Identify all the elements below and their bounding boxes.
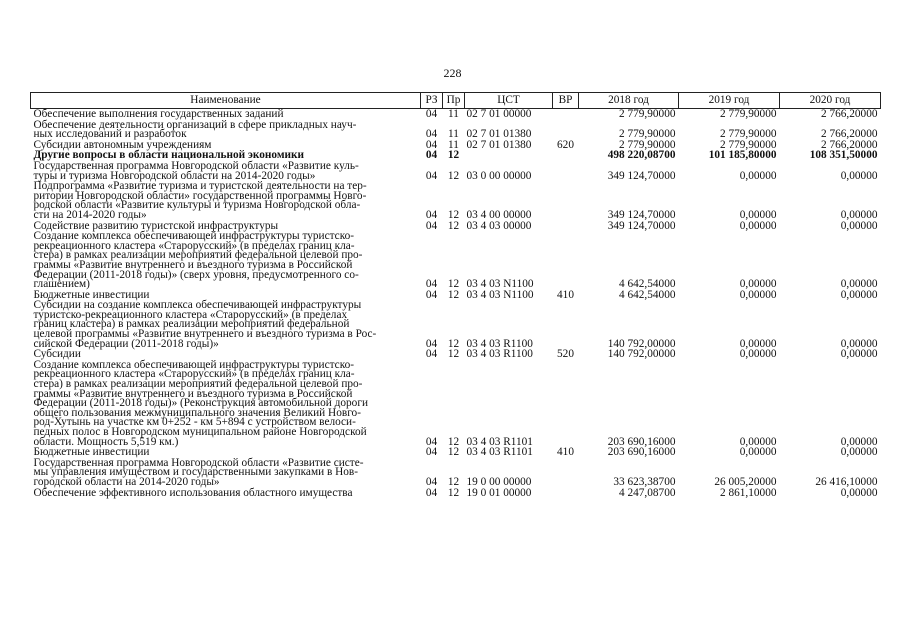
- row-pr: 12: [447, 169, 460, 182]
- row-rz: 04: [425, 108, 438, 120]
- row-value-2019: 2 779,90000: [720, 138, 777, 151]
- row-vr: [553, 221, 579, 232]
- table-row: [31, 181, 881, 220]
- row-value-2020: 2 766,20000: [821, 128, 878, 141]
- row-value-2020: 0,00000: [840, 288, 878, 301]
- row-rz: 04: [425, 208, 438, 221]
- row-value-2018: 140 792,00000: [607, 348, 676, 361]
- row-value-2018: 349 124,70000: [607, 169, 676, 182]
- row-cst: 03 0 00 00000: [466, 169, 532, 182]
- row-value-2020: 0,00000: [840, 337, 878, 350]
- row-value-2019: 0,00000: [739, 446, 777, 459]
- row-cst: [465, 150, 553, 161]
- row-value-2019: 0,00000: [739, 278, 777, 291]
- row-value-2019: 26 005,20000: [714, 475, 777, 488]
- row-value-2019: 101 185,80000: [708, 149, 777, 162]
- row-rz: 04: [425, 475, 438, 488]
- row-name: Субсидии на создание комплекса обеспечивающей инфраструктуры туристско-рекреационного кластера «Старорусский» (в пределах границ кластера) в рамках реализации мероприятий федеральной целевой программы «Развитие внутреннего и въездного туризма в Рос- сийской Федерации (2011-2018 годы)»: [33, 299, 377, 350]
- row-value-2019: 0,00000: [739, 169, 777, 182]
- row-name: Государственная программа Новгородской области «Развитие систе- мы управления имуществом и государственными закупками в Нов- городской области на 2014-2020 годы»: [33, 456, 364, 488]
- header-pr: Пр: [443, 93, 465, 109]
- row-cst: 03 4 03 R1100: [466, 348, 533, 361]
- row-vr: [553, 488, 579, 499]
- row-cst: 03 4 03 N1100: [466, 278, 534, 291]
- row-vr: [553, 181, 579, 220]
- row-cst: 19 0 00 00000: [466, 475, 532, 488]
- row-value-2020: 0,00000: [840, 208, 878, 221]
- row-pr: 12: [447, 348, 460, 361]
- header-2018: 2018 год: [579, 93, 679, 109]
- row-value-2018: 2 779,90000: [619, 108, 676, 120]
- row-value-2020: 2 766,20000: [821, 108, 878, 120]
- row-value-2018: 33 623,38700: [613, 475, 676, 488]
- row-name: Другие вопросы в области национальной экономики: [33, 149, 305, 162]
- row-pr: 11: [448, 138, 459, 151]
- row-rz: 04: [425, 337, 438, 350]
- row-vr: 410: [557, 446, 574, 459]
- row-name: Субсидии: [33, 348, 81, 361]
- header-2019: 2019 год: [679, 93, 780, 109]
- row-value-2020: 0,00000: [840, 348, 878, 361]
- row-rz: 04: [425, 128, 438, 141]
- row-cst: 02 7 01 00000: [466, 108, 532, 120]
- row-value-2020: 2 766,20000: [821, 138, 878, 151]
- row-rz: 04: [425, 169, 438, 182]
- row-value-2020: 0,00000: [840, 169, 878, 182]
- header-vr: ВР: [553, 93, 579, 109]
- row-vr: 410: [557, 288, 574, 301]
- row-name: Содействие развитию туристской инфраструктуры: [33, 219, 279, 232]
- row-vr: [553, 300, 579, 349]
- row-pr: 12: [447, 219, 460, 232]
- table-row: [31, 360, 881, 447]
- row-value-2019: 0,00000: [739, 337, 777, 350]
- row-pr: 12: [447, 288, 460, 301]
- row-value-2018: 2 779,90000: [619, 138, 676, 151]
- row-value-2018: 203 690,16000: [607, 446, 676, 459]
- row-rz: 04: [425, 219, 438, 232]
- row-rz: 04: [425, 149, 438, 162]
- row-value-2020: 26 416,10000: [815, 475, 878, 488]
- row-vr: [553, 150, 579, 161]
- row-value-2018: 4 247,08700: [619, 486, 676, 499]
- row-value-2019: 0,00000: [739, 348, 777, 361]
- row-name: Обеспечение выполнения государственных заданий: [33, 108, 284, 120]
- row-cst: 03 4 00 00000: [466, 208, 532, 221]
- row-rz: 04: [425, 435, 438, 448]
- header-2020: 2020 год: [780, 93, 881, 109]
- row-vr: [553, 161, 579, 181]
- row-value-2018: 349 124,70000: [607, 208, 676, 221]
- row-pr: 12: [447, 149, 460, 162]
- row-value-2020: 0,00000: [840, 446, 878, 459]
- budget-table: [30, 92, 881, 498]
- row-rz: 04: [425, 138, 438, 151]
- row-value-2018: 4 642,54000: [619, 288, 676, 301]
- row-vr: [553, 458, 579, 488]
- row-name: Обеспечение эффективного использования областного имущества: [33, 486, 353, 499]
- row-pr: 12: [447, 446, 460, 459]
- row-pr: 12: [447, 278, 460, 291]
- table-row: [31, 488, 881, 499]
- row-cst: 03 4 03 R1101: [466, 435, 533, 448]
- row-pr: 12: [447, 486, 460, 499]
- row-rz: 04: [425, 446, 438, 459]
- row-value-2018: 140 792,00000: [607, 337, 676, 350]
- row-value-2018: 2 779,90000: [619, 128, 676, 141]
- row-value-2019: 0,00000: [739, 219, 777, 232]
- row-vr: 520: [557, 348, 574, 361]
- row-value-2020: 0,00000: [840, 219, 878, 232]
- row-value-2018: 349 124,70000: [607, 219, 676, 232]
- row-name: Бюджетные инвестиции: [33, 446, 150, 459]
- row-value-2019: 2 779,90000: [720, 108, 777, 120]
- table-header-row: [31, 93, 881, 109]
- row-cst: 03 4 03 R1101: [466, 446, 533, 459]
- page-number: 228: [443, 66, 462, 80]
- row-cst: 02 7 01 01380: [466, 128, 532, 141]
- header-name: Наименование: [31, 93, 421, 109]
- row-name: Государственная программа Новгородской области «Развитие куль- туры и туризма Новгородской области на 2014-2020 годы»: [33, 159, 359, 182]
- row-value-2020: 108 351,50000: [809, 149, 878, 162]
- row-pr: 12: [447, 208, 460, 221]
- row-value-2020: 0,00000: [840, 435, 878, 448]
- row-name: Бюджетные инвестиции: [33, 288, 150, 301]
- row-value-2018: 203 690,16000: [607, 435, 676, 448]
- row-pr: 12: [447, 337, 460, 350]
- row-cst: 19 0 01 00000: [466, 486, 532, 499]
- table-row: [31, 231, 881, 290]
- row-value-2019: 2 861,10000: [720, 486, 777, 499]
- table-row: [31, 120, 881, 140]
- row-value-2018: 498 220,08700: [607, 149, 676, 162]
- row-cst: 03 4 03 R1100: [466, 337, 533, 350]
- row-name: Подпрограмма «Развитие туризма и туристской деятельности на тер- ритории Новгородской области» государственной программы Новго- родской области «Развитие культуры и туризма Новгородской обла- сти на 2014-2020 годы»: [33, 180, 367, 221]
- row-name: Обеспечение деятельности организаций в сфере прикладных науч- ных исследований и разработок: [33, 118, 357, 141]
- row-rz: 04: [425, 348, 438, 361]
- row-cst: 02 7 01 01380: [466, 138, 532, 151]
- row-value-2020: 0,00000: [840, 278, 878, 291]
- row-pr: 12: [447, 435, 460, 448]
- row-rz: 04: [425, 288, 438, 301]
- row-rz: 04: [425, 278, 438, 291]
- row-vr: [553, 109, 579, 120]
- row-cst: 03 4 03 N1100: [466, 288, 534, 301]
- row-pr: 12: [447, 475, 460, 488]
- row-value-2019: 0,00000: [739, 435, 777, 448]
- row-vr: [553, 360, 579, 447]
- row-rz: 04: [425, 486, 438, 499]
- row-vr: 620: [557, 138, 574, 151]
- row-name: Создание комплекса обеспечивающей инфраструктуры туристско- рекреационного кластера «Старорусский» (в пределах границ кла- стера) в рамках реализации мероприятий федеральной целевой про- граммы «Развитие внутреннего и въездного туризма в Российской Федерации (2011-2018 годы)» (сверх уровня, предусмотренного со- глашением): [33, 230, 363, 291]
- table-row: [31, 109, 881, 120]
- row-value-2019: 0,00000: [739, 288, 777, 301]
- row-vr: [553, 120, 579, 140]
- row-cst: 03 4 03 00000: [466, 219, 532, 232]
- row-value-2018: 4 642,54000: [619, 278, 676, 291]
- header-rz: РЗ: [421, 93, 443, 109]
- header-cst: ЦСТ: [465, 93, 553, 109]
- row-pr: 11: [448, 108, 459, 120]
- row-name: Субсидии автономным учреждениям: [33, 138, 212, 151]
- table-row: [31, 458, 881, 488]
- row-value-2019: 0,00000: [739, 208, 777, 221]
- row-value-2020: 0,00000: [840, 486, 878, 499]
- table-row: [31, 161, 881, 181]
- table-row: [31, 300, 881, 349]
- row-pr: 11: [448, 128, 459, 141]
- table-body: [31, 109, 881, 499]
- row-vr: [553, 231, 579, 290]
- row-value-2019: 2 779,90000: [720, 128, 777, 141]
- row-name: Создание комплекса обеспечивающей инфраструктуры туристско- рекреационного кластера «Старорусский» (в пределах границ кла- стера) в рамках реализации мероприятий федеральной целевой про- граммы «Развитие внутреннего и въездного туризма в Российской Федерации (2011-2018 годы)» (Реконструкция автомобильной дороги общего пользования межмуниципального значения Великий Новго- род-Хутынь на участке км 0+252 - км 5+894 с устройством велоси- педных полос в Новгородском муниципальном районе Новгородской области. Мощность 5,519 км.): [33, 358, 368, 448]
